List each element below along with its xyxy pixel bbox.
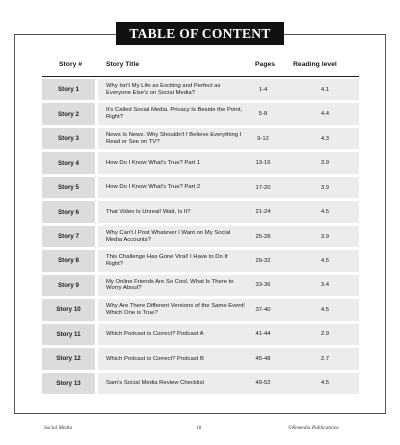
table-row	[42, 177, 359, 198]
table-row	[42, 299, 359, 320]
reading-level-cell: 3.9	[320, 233, 330, 240]
pages-cell: 49-52	[255, 380, 271, 387]
reading-level-cell: 4.5	[320, 306, 330, 313]
pages-cell: 45-48	[255, 355, 271, 362]
story-title-cell: Why Isn't My Life as Exciting and Perfect as Everyone Else's on Social Media?	[106, 83, 221, 96]
pages-cell: 13-16	[255, 160, 271, 167]
pages-cell: 21-24	[255, 209, 271, 216]
table-row	[42, 324, 359, 345]
reading-level-cell: 4.1	[320, 86, 330, 93]
footer-book-title: Social Media	[44, 425, 73, 431]
page-title: TABLE OF CONTENT	[116, 22, 284, 45]
story-number-cell: Story 2	[42, 103, 95, 124]
story-number-cell: Story 3	[42, 128, 95, 149]
reading-level-cell: 3.9	[320, 184, 330, 191]
story-number-cell: Story 13	[42, 373, 95, 394]
story-title-cell: Which Podcast is Correct? Podcast B	[106, 355, 204, 362]
story-number-cell: Story 6	[42, 201, 95, 222]
table-row	[42, 226, 359, 247]
story-number-cell: Story 9	[42, 275, 95, 296]
story-number-cell: Story 4	[42, 152, 95, 173]
story-title-cell: Why Are There Different Versions of the Same Event! Which One is True?	[106, 303, 245, 316]
pages-cell: 29-32	[255, 257, 271, 264]
column-header-reading-level: Reading level	[293, 61, 337, 68]
story-title-cell: How Do I Know What's True? Part 2	[106, 184, 201, 191]
story-title-cell: Why Can't I Post Whatever I Want on My Social Media Accounts?	[106, 229, 231, 243]
pages-cell: 41-44	[255, 331, 271, 338]
column-header-story: Story #	[59, 61, 83, 68]
story-number-cell: Story 5	[42, 177, 95, 198]
table-row	[42, 103, 359, 124]
pages-cell: 33-36	[255, 282, 271, 289]
reading-level-cell: 4.5	[320, 209, 330, 216]
table-row	[42, 152, 359, 173]
story-number-cell: Story 11	[42, 324, 95, 345]
footer-page-number: iii	[197, 425, 202, 431]
story-title-cell: That Video Is Unreal! Wait, Is It?	[106, 208, 191, 215]
story-title-cell: My Online Friends Are So Cool. What Is There to Worry About?	[106, 278, 234, 292]
table-row	[42, 373, 359, 394]
reading-level-cell: 2.9	[320, 331, 330, 338]
table-row	[42, 348, 359, 369]
reading-level-cell: 3.9	[320, 160, 330, 167]
table-row	[42, 275, 359, 296]
table-row	[42, 128, 359, 149]
story-number-cell: Story 12	[42, 348, 95, 369]
column-header-title: Story Title	[106, 61, 140, 68]
table-row	[42, 250, 359, 271]
story-title-cell: News Is News. Why Shouldn't I Believe Everything I Read or See on TV?	[106, 131, 242, 145]
table-row	[42, 201, 359, 222]
pages-cell: 37-40	[255, 306, 271, 313]
story-title-cell: Sam's Social Media Review Checklist	[106, 380, 205, 387]
story-number-cell: Story 1	[42, 79, 95, 100]
column-header-pages: Pages	[255, 61, 276, 68]
story-number-cell: Story 8	[42, 250, 95, 271]
reading-level-cell: 4.4	[320, 111, 330, 118]
story-title-cell: How Do I Know What's True? Part 1	[106, 159, 201, 166]
story-number-cell: Story 7	[42, 226, 95, 247]
table-row	[42, 79, 359, 100]
footer-publisher: ©Remedia Publications	[288, 425, 339, 431]
pages-cell: 25-28	[255, 233, 271, 240]
reading-level-cell: 4.3	[320, 135, 330, 142]
story-title-cell: This Challenge Has Gone Viral! I Have to Do It Right?	[106, 254, 228, 267]
reading-level-cell: 4.5	[320, 380, 330, 387]
reading-level-cell: 4.5	[320, 257, 330, 264]
reading-level-cell: 2.7	[320, 355, 330, 362]
story-title-cell: It's Called Social Media. Privacy Is Beside the Point, Right?	[106, 107, 243, 121]
story-number-cell: Story 10	[42, 299, 95, 320]
contents-table	[42, 79, 359, 397]
pages-cell: 5-8	[258, 111, 268, 118]
pages-cell: 17-20	[255, 184, 271, 191]
header-rule	[42, 76, 359, 77]
reading-level-cell: 3.4	[320, 282, 330, 289]
story-title-cell: Which Podcast is Correct? Podcast A	[106, 331, 204, 338]
pages-cell: 9-12	[257, 135, 269, 142]
pages-cell: 1-4	[258, 86, 268, 93]
